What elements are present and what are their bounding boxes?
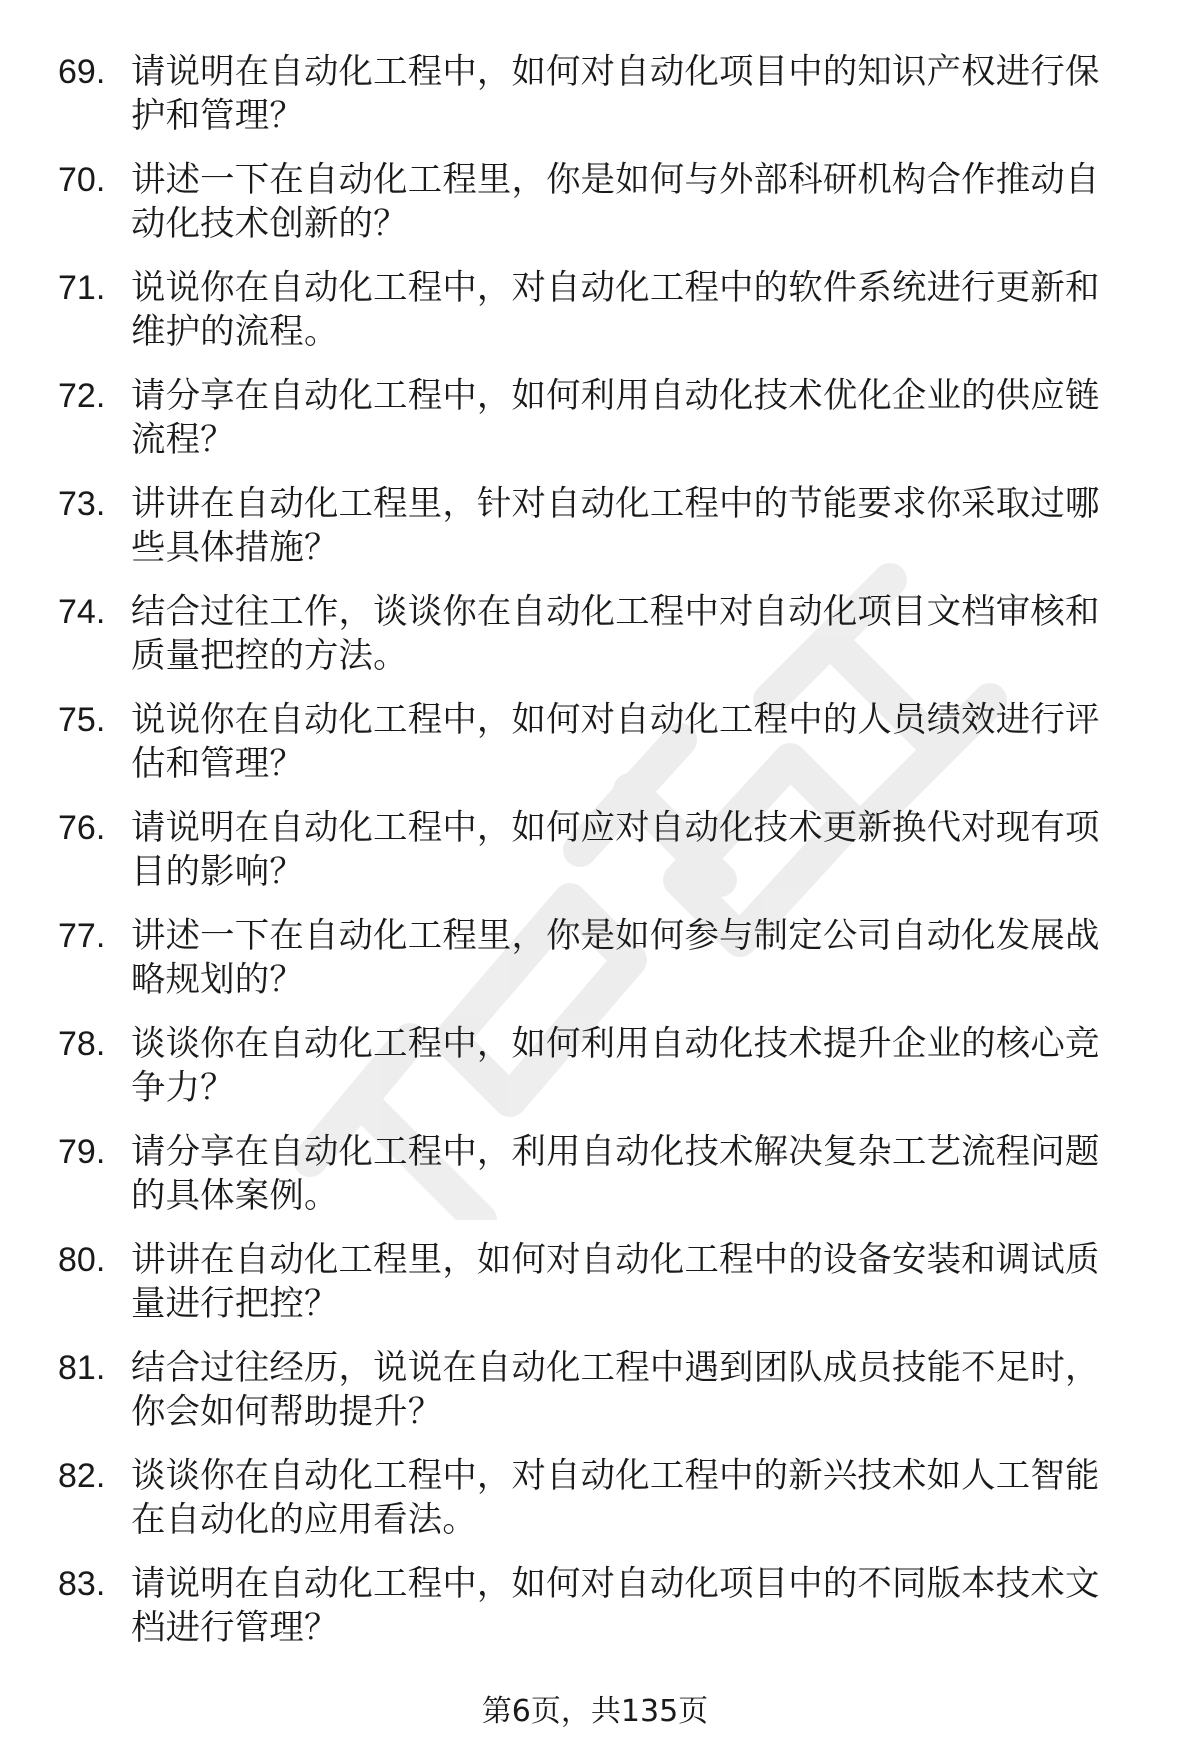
- question-text-line: 目的影响？: [131, 852, 304, 892]
- question-item: [0, 1238, 1190, 1338]
- question-text-line: 谈谈你在自动化工程中，如何利用自动化技术提升企业的核心竞: [131, 1024, 1100, 1064]
- question-text: [131, 1454, 1131, 1542]
- question-text-line: 估和管理？: [131, 744, 304, 784]
- question-number: 80.: [58, 1241, 106, 1279]
- question-text-line: 争力？: [131, 1068, 235, 1108]
- question-text: [131, 374, 1131, 462]
- question-text-line: 请说明在自动化工程中，如何对自动化项目中的知识产权进行保: [131, 52, 1100, 92]
- question-text-line: 请说明在自动化工程中，如何对自动化项目中的不同版本技术文: [131, 1564, 1100, 1604]
- question-text: [131, 266, 1131, 354]
- question-number: 74.: [58, 593, 106, 631]
- question-number: 73.: [58, 485, 106, 523]
- question-item: [0, 1346, 1190, 1446]
- question-text-line: 流程？: [131, 420, 235, 460]
- question-number: 78.: [58, 1025, 106, 1063]
- question-text-line: 讲讲在自动化工程里，针对自动化工程中的节能要求你采取过哪: [131, 484, 1100, 524]
- question-text: [131, 1130, 1131, 1218]
- question-text-line: 档进行管理？: [131, 1608, 339, 1648]
- question-item: [0, 590, 1190, 690]
- question-text: [131, 1562, 1131, 1650]
- question-text-line: 谈谈你在自动化工程中，对自动化工程中的新兴技术如人工智能: [131, 1456, 1100, 1496]
- question-item: [0, 1130, 1190, 1230]
- question-text-line: 结合过往经历，说说在自动化工程中遇到团队成员技能不足时，: [131, 1348, 1100, 1388]
- question-text: [131, 482, 1131, 570]
- question-text-line: 动化技术创新的？: [131, 204, 408, 244]
- question-text-line: 你会如何帮助提升？: [131, 1392, 443, 1432]
- question-item: [0, 698, 1190, 798]
- question-item: [0, 1562, 1190, 1662]
- question-number: 76.: [58, 809, 106, 847]
- question-item: [0, 374, 1190, 474]
- question-text-line: 讲讲在自动化工程里，如何对自动化工程中的设备安装和调试质: [131, 1240, 1100, 1280]
- question-text-line: 请分享在自动化工程中，利用自动化技术解决复杂工艺流程问题: [131, 1132, 1100, 1172]
- question-text-line: 结合过往工作，谈谈你在自动化工程中对自动化项目文档审核和: [131, 592, 1100, 632]
- question-text-line: 些具体措施？: [131, 528, 339, 568]
- question-text-line: 讲述一下在自动化工程里，你是如何参与制定公司自动化发展战: [131, 916, 1100, 956]
- question-number: 72.: [58, 377, 106, 415]
- question-number: 70.: [58, 161, 106, 199]
- question-text-line: 维护的流程。: [131, 312, 339, 352]
- question-text-line: 的具体案例。: [131, 1176, 339, 1216]
- question-number: 83.: [58, 1565, 106, 1603]
- question-text: [131, 1238, 1131, 1326]
- question-text-line: 略规划的？: [131, 960, 304, 1000]
- question-text: [131, 590, 1131, 678]
- question-text-line: 量进行把控？: [131, 1284, 339, 1324]
- question-text-line: 护和管理？: [131, 96, 304, 136]
- question-text: [131, 1346, 1131, 1434]
- question-item: [0, 1454, 1190, 1554]
- question-text: [131, 1022, 1131, 1110]
- question-number: 69.: [58, 53, 106, 91]
- question-text-line: 请说明在自动化工程中，如何应对自动化技术更新换代对现有项: [131, 808, 1100, 848]
- question-text-line: 在自动化的应用看法。: [131, 1500, 477, 1540]
- question-text-line: 说说你在自动化工程中，对自动化工程中的软件系统进行更新和: [131, 268, 1100, 308]
- question-item: [0, 806, 1190, 906]
- question-number: 81.: [58, 1349, 106, 1387]
- question-text-line: 说说你在自动化工程中，如何对自动化工程中的人员绩效进行评: [131, 700, 1100, 740]
- question-item: [0, 50, 1190, 150]
- question-text: [131, 806, 1131, 894]
- question-item: [0, 1022, 1190, 1122]
- question-text-line: 质量把控的方法。: [131, 636, 408, 676]
- question-item: [0, 266, 1190, 366]
- question-item: [0, 914, 1190, 1014]
- question-number: 82.: [58, 1457, 106, 1495]
- question-number: 75.: [58, 701, 106, 739]
- question-text: [131, 914, 1131, 1002]
- question-text-line: 讲述一下在自动化工程里，你是如何与外部科研机构合作推动自: [131, 160, 1100, 200]
- question-text: [131, 698, 1131, 786]
- question-text: [131, 158, 1131, 246]
- question-item: [0, 482, 1190, 582]
- question-item: [0, 158, 1190, 258]
- question-text: [131, 50, 1131, 138]
- question-text-line: 请分享在自动化工程中，如何利用自动化技术优化企业的供应链: [131, 376, 1100, 416]
- page-footer: [0, 1692, 1190, 1732]
- question-number: 79.: [58, 1133, 106, 1171]
- question-number: 77.: [58, 917, 106, 955]
- page-number-label: 第6页，共135页: [481, 1694, 709, 1729]
- question-number: 71.: [58, 269, 106, 307]
